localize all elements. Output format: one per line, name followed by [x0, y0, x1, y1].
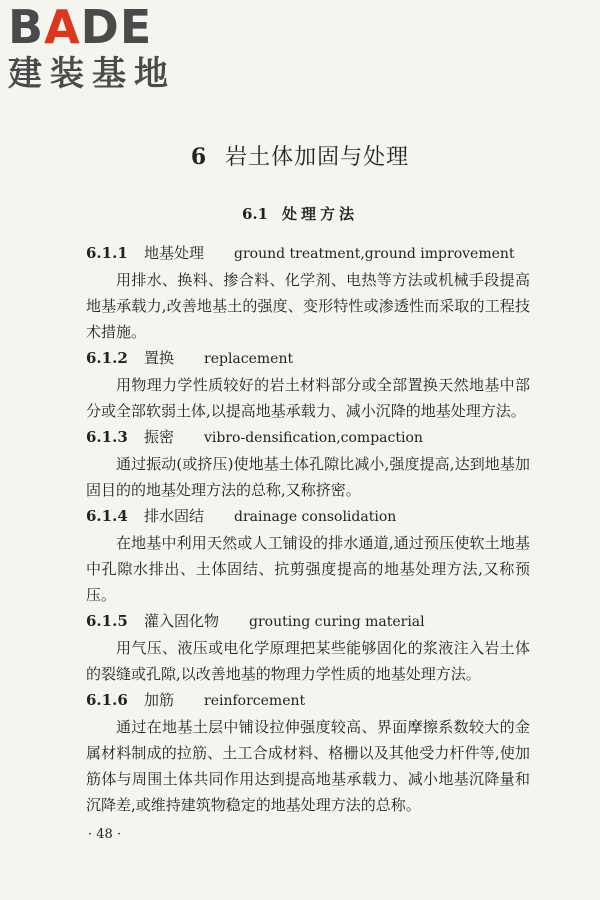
logo-chinese: 建装基地 [8, 54, 176, 94]
chapter-title: 岩土体加固与处理 [225, 145, 410, 170]
section-number: 6.1 [241, 205, 269, 223]
term-english: drainage consolidation [234, 509, 397, 525]
chapter-number: 6 [190, 144, 208, 170]
term-definition: 通过在地基土层中铺设拉伸强度较高、界面摩擦系数较大的金属材料制成的拉筋、土工合成材料、格栅以及其他受力杆件等,使加筋体与周围土体共同作用达到提高地基承载力、减小地基沉降量和沉降差,或维持建筑物稳定的地基处理方法的总称。 [86, 718, 530, 814]
chapter-heading [0, 140, 600, 171]
term-number: 6.1.1 [86, 244, 128, 262]
term-header [86, 345, 530, 372]
term-definition: 用物理力学性质较好的岩土材料部分或全部置换天然地基中部分或全部软弱土体,以提高地基承载力、减小沉降的地基处理方法。 [86, 376, 530, 420]
logo-accent-letter: A [44, 0, 81, 54]
term-chinese: 灌入固化物 [144, 612, 220, 630]
term-number: 6.1.3 [86, 428, 128, 446]
logo-letters: B [8, 0, 45, 54]
term-entry [86, 424, 530, 503]
term-english: vibro-densification,compaction [204, 430, 423, 446]
term-chinese: 地基处理 [144, 244, 205, 262]
term-header [86, 687, 530, 714]
term-chinese: 排水固结 [144, 507, 205, 525]
brand-logo [8, 2, 176, 94]
term-definition: 用气压、液压或电化学原理把某些能够固化的浆液注入岩土体的裂缝或孔隙,以改善地基的物理力学性质的地基处理方法。 [86, 639, 530, 683]
term-english: reinforcement [204, 693, 306, 709]
term-chinese: 加筋 [144, 691, 175, 709]
terms-list [86, 240, 530, 818]
term-entry [86, 503, 530, 608]
term-header [86, 503, 530, 530]
section-title: 处理方法 [282, 205, 359, 223]
term-definition: 用排水、换料、掺合料、化学剂、电热等方法或机械手段提高地基承载力,改善地基土的强度、变形特性或渗透性而采取的工程技术措施。 [86, 271, 530, 341]
logo-wordmark [8, 2, 176, 52]
term-number: 6.1.4 [86, 507, 128, 525]
term-definition: 在地基中利用天然或人工铺设的排水通道,通过预压使软土地基中孔隙水排出、土体固结、抗剪强度提高的地基处理方法,又称预压。 [86, 534, 530, 604]
term-chinese: 置换 [144, 349, 175, 367]
section-heading [0, 203, 600, 224]
term-header [86, 424, 530, 451]
term-header [86, 240, 530, 267]
term-definition: 通过振动(或挤压)使地基土体孔隙比减小,强度提高,达到地基加固目的的地基处理方法的总称,又称挤密。 [86, 455, 530, 499]
term-entry [86, 687, 530, 818]
term-header [86, 608, 530, 635]
term-english: ground treatment,ground improvement [234, 246, 515, 262]
logo-letters-end: DE [80, 0, 153, 54]
term-entry [86, 240, 530, 345]
term-entry [86, 608, 530, 687]
term-number: 6.1.5 [86, 612, 128, 630]
term-english: grouting curing material [249, 614, 425, 630]
term-number: 6.1.6 [86, 691, 128, 709]
term-chinese: 振密 [144, 428, 175, 446]
term-entry [86, 345, 530, 424]
page-number: · 48 · [88, 827, 122, 842]
term-english: replacement [204, 351, 294, 367]
term-number: 6.1.2 [86, 349, 128, 367]
